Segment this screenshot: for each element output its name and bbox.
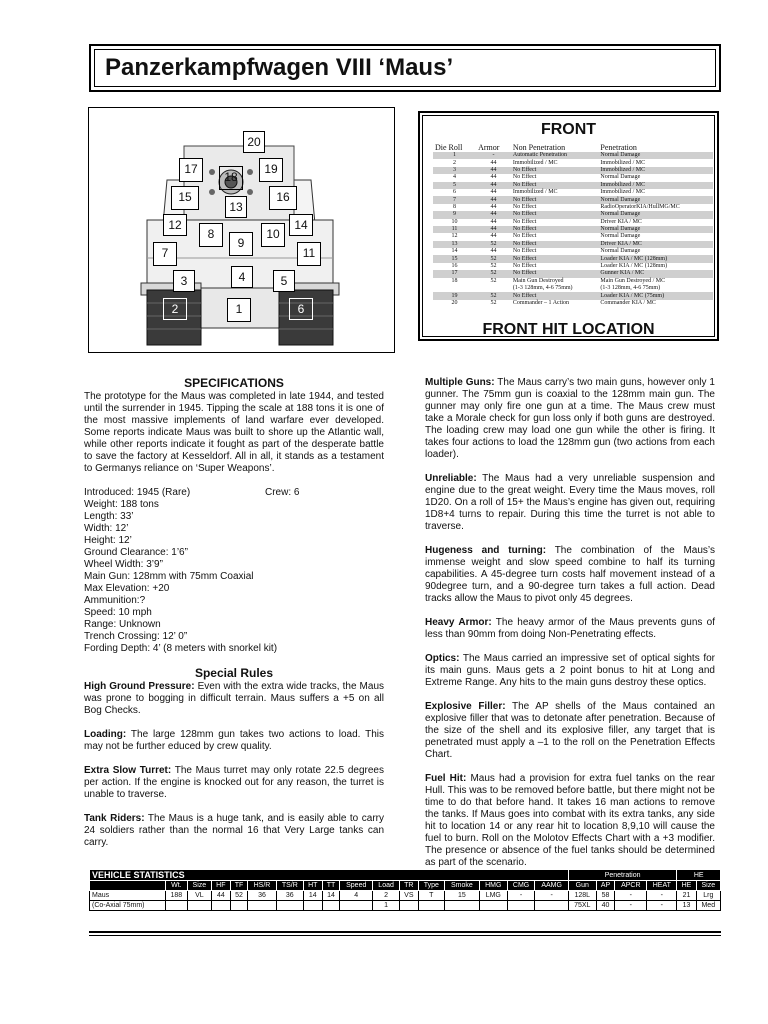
penetration-cell: Loader KIA / MC (128mm) xyxy=(600,263,668,270)
stats-cell: - xyxy=(507,891,535,901)
header-armor: Armor xyxy=(478,142,500,152)
penetration-cell: Driver KIA / MC xyxy=(598,241,713,248)
stats-cell: LMG xyxy=(479,891,507,901)
hit-row xyxy=(433,248,713,255)
hit-row xyxy=(433,233,713,240)
title-inner xyxy=(94,49,716,87)
hit-row xyxy=(433,189,713,196)
hit-row xyxy=(433,255,713,262)
hit-row xyxy=(433,300,713,307)
non-penetration-cell: No Effect xyxy=(512,263,537,270)
die-roll-cell: 12 xyxy=(451,233,458,240)
spec-line: Length: 33’ xyxy=(84,511,134,522)
rule-paragraph xyxy=(425,773,715,869)
rule-paragraph xyxy=(84,813,384,849)
stats-cell: 58 xyxy=(596,891,615,901)
rule-text: The AP shells of the Maus contained an explosive filler that was to detonate after penetration. Because of the size of the shell and its explosive filler, any target that is penetrated must apply a –1 to the roll on the Penetration Effects Chart. xyxy=(425,701,715,760)
stats-column-header: HT xyxy=(303,881,322,891)
zone-18: 18 xyxy=(219,166,243,190)
zone-11: 11 xyxy=(297,242,321,266)
armor-cell: 52 xyxy=(476,255,511,262)
die-roll-cell: 7 xyxy=(433,196,476,203)
die-roll-cell: 14 xyxy=(451,248,458,255)
non-penetration-cell: No Effect xyxy=(511,255,599,262)
spec-line: Ground Clearance: 1’6” xyxy=(84,547,188,558)
rule-paragraph xyxy=(425,701,715,761)
stats-column-header: Load xyxy=(373,881,400,891)
hit-row xyxy=(433,159,713,166)
stats-cell xyxy=(340,901,373,911)
specifications-heading: SPECIFICATIONS xyxy=(184,376,284,390)
stats-cell xyxy=(276,901,303,911)
penetration-cell: Main Gun Destroyed / MC xyxy=(600,277,666,284)
stats-cell xyxy=(479,901,507,911)
stats-column-header: HS/R xyxy=(248,881,276,891)
right-column xyxy=(425,377,715,881)
zone-1: 1 xyxy=(227,298,251,322)
armor-cell: 44 xyxy=(476,211,511,218)
armor-cell: 52 xyxy=(476,270,511,277)
hit-row xyxy=(433,219,713,226)
penetration-cell: Immobilized / MC xyxy=(600,189,646,196)
die-roll-cell: 5 xyxy=(433,182,476,189)
die-roll-cell: 18 xyxy=(451,277,458,284)
front-hit-location-label: FRONT HIT LOCATION xyxy=(482,321,655,338)
penetration-cell: Normal Damage xyxy=(600,174,641,181)
armor-cell: 52 xyxy=(476,292,511,299)
header-non-penetration: Non Penetration xyxy=(512,142,566,152)
stats-column-header: Wt. xyxy=(166,881,188,891)
stats-column-header: HE xyxy=(677,881,696,891)
die-roll-cell: 8 xyxy=(453,203,457,210)
stats-cell: 75XL xyxy=(568,901,596,911)
stats-cell: - xyxy=(615,901,647,911)
non-penetration-cell: No Effect xyxy=(512,218,537,225)
spec-introduced: Introduced: 1945 (Rare) xyxy=(84,487,191,498)
stats-cell xyxy=(535,901,568,911)
spec-line: Trench Crossing: 12’ 0” xyxy=(84,631,188,642)
armor-cell xyxy=(476,285,511,292)
non-penetration-cell: No Effect xyxy=(511,241,599,248)
stats-cell xyxy=(212,901,231,911)
stats-cell xyxy=(166,901,188,911)
front-hit-rows xyxy=(433,152,713,307)
rule-label: Explosive Filler: xyxy=(425,701,506,712)
stats-cell: Lrg xyxy=(696,891,720,901)
zone-12: 12 xyxy=(163,214,187,236)
non-penetration-cell: (1-3 128mm, 4-6 75mm) xyxy=(512,285,573,292)
bottom-rule-thin xyxy=(89,935,721,936)
stats-column-header: TF xyxy=(230,881,248,891)
spec-line: Width: 12’ xyxy=(84,523,129,534)
die-roll-cell: 13 xyxy=(433,241,476,248)
stats-vehicle-name: (Co-Axial 75mm) xyxy=(90,901,166,911)
non-penetration-cell: No Effect xyxy=(511,182,599,189)
die-roll-cell: 15 xyxy=(433,255,476,262)
penetration-cell: Immobilized / MC xyxy=(600,159,646,166)
spec-line: Max Elevation: +20 xyxy=(84,583,170,594)
stats-column-header: HEAT xyxy=(647,881,677,891)
stats-column-header: HMG xyxy=(479,881,507,891)
specifications-intro: The prototype for the Maus was completed in late 1944, and tested until the surrender in 1945. Tipping the scale at 188 tons it is one of the most massive implements of land warfare ever developed. Some reports indicate Maus was built to shore up the Atlantic wall, while other reports indicate it fought as part of the desperate battle to save the factory at Kesseldorf. All in all, it stands as a testament to Germanys reliance on ‘Super Weapons’. xyxy=(84,391,384,474)
non-penetration-cell: No Effect xyxy=(512,248,537,255)
spec-crew: Crew: 6 xyxy=(265,487,300,498)
front-hit-table-header xyxy=(433,142,713,152)
die-roll-cell: 1 xyxy=(433,152,476,159)
non-penetration-cell: Commander – 1 Action xyxy=(512,300,570,306)
non-penetration-cell: Main Gun Destroyed xyxy=(512,277,564,284)
stats-column-header: Gun xyxy=(568,881,596,891)
zone-19: 19 xyxy=(259,158,283,182)
stats-cell: 36 xyxy=(276,891,303,901)
rule-text: Even with the extra wide tracks, the Maus was prone to bogging in difficult terrain. Maus suffers a +5 on all Bog Checks. xyxy=(84,681,385,716)
penetration-label: Penetration xyxy=(568,870,677,881)
stats-cell xyxy=(418,901,444,911)
special-rules-heading: Special Rules xyxy=(194,666,274,680)
spec-line: Weight: 188 tons xyxy=(84,499,159,510)
spec-lines xyxy=(84,499,384,655)
rule-paragraph xyxy=(425,545,715,605)
die-roll-cell: 19 xyxy=(433,292,476,299)
penetration-cell: Immobilized / MC xyxy=(598,182,713,189)
armor-cell: 44 xyxy=(490,174,497,181)
stats-column-header: Size xyxy=(696,881,720,891)
turret-rivet xyxy=(247,189,253,195)
armor-cell: 44 xyxy=(476,226,511,233)
zone-15: 15 xyxy=(171,186,199,210)
penetration-cell: Normal Damage xyxy=(598,211,713,218)
armor-cell: 52 xyxy=(490,277,497,284)
rule-label: Optics: xyxy=(425,653,460,664)
rule-text: The combination of the Maus’s immense weight and slow speed combine to half its turning capabilities. A 45-degree turn costs half movement instead of a 90degree turn, and a 90-degree turn takes a full action. Dead tracks allow the Maus to pivot only 45 degrees. xyxy=(425,545,715,604)
stats-cell xyxy=(303,901,322,911)
zone-14: 14 xyxy=(289,214,313,236)
hit-row xyxy=(433,182,713,189)
title-box xyxy=(89,44,721,92)
zone-9: 9 xyxy=(229,232,253,256)
front-title: FRONT xyxy=(540,121,597,138)
armor-cell: 44 xyxy=(490,189,497,196)
rule-label: Hugeness and turning: xyxy=(425,545,547,556)
front-hit-table xyxy=(433,142,713,307)
die-roll-cell: 17 xyxy=(433,270,476,277)
rule-label: Extra Slow Turret: xyxy=(84,765,172,776)
stats-cell xyxy=(399,901,418,911)
die-roll-cell: 20 xyxy=(451,300,458,306)
spec-line: Speed: 10 mph xyxy=(84,607,152,618)
hit-row xyxy=(433,270,713,277)
hit-row xyxy=(433,211,713,218)
rule-paragraph xyxy=(425,653,715,689)
penetration-cell: Driver KIA / MC xyxy=(600,218,642,225)
stats-cell: 128L xyxy=(568,891,596,901)
stats-column-header: CMG xyxy=(507,881,535,891)
zone-2: 2 xyxy=(163,298,187,320)
armor-cell: 44 xyxy=(476,196,511,203)
armor-cell: 44 xyxy=(490,248,497,255)
non-penetration-cell: No Effect xyxy=(511,211,599,218)
stats-column-header: APCR xyxy=(615,881,647,891)
penetration-cell: Loader KIA / MC (128mm) xyxy=(598,255,713,262)
turret-rivet xyxy=(247,169,253,175)
rule-text: Maus had a provision for extra fuel tanks on the rear Hull. This was to be removed before battle, but there might not be time to do that before hand. It takes 16 man actions to remove the tanks. If Maus goes into combat with its extra tanks, any side hit to location 14 or any rear hit to location 8,9,10 will cause the fuel to burn. Roll on the Molotov Effects Chart with a +3 modifier. The presence or absence of the fuel tanks should be determined as part of the scenario. xyxy=(425,773,715,868)
armor-cell: 44 xyxy=(476,182,511,189)
zone-10: 10 xyxy=(261,223,285,247)
stats-cell xyxy=(507,901,535,911)
stats-column-header: Size xyxy=(187,881,211,891)
left-column xyxy=(84,377,384,861)
die-roll-cell: 16 xyxy=(451,263,458,270)
stats-cell: - xyxy=(615,891,647,901)
zone-13: 13 xyxy=(225,196,247,218)
armor-cell: 52 xyxy=(490,300,497,306)
page-title: Panzerkampfwagen VIII ‘Maus’ xyxy=(105,54,454,81)
spec-introduced-row xyxy=(84,487,384,499)
stats-cell xyxy=(322,901,340,911)
stats-column-header: Speed xyxy=(340,881,373,891)
hit-row xyxy=(433,204,713,211)
stats-cell: T xyxy=(418,891,444,901)
stats-column-header: Smoke xyxy=(444,881,479,891)
penetration-cell: RadioOperatorKIA/HullMG/MC xyxy=(600,203,680,210)
hit-row xyxy=(433,196,713,203)
zone-17: 17 xyxy=(179,158,203,182)
hit-row xyxy=(433,278,713,285)
rule-text: The Maus carried an impressive set of optical sights for its main guns. Maus gets a 2 point bonus to hit at Long and Extreme Range. Any hits to the main guns destroy these optics. xyxy=(425,653,715,688)
zone-7: 7 xyxy=(153,242,177,266)
die-roll-cell: 2 xyxy=(453,159,457,166)
header-penetration: Penetration xyxy=(600,142,637,152)
stats-column-header: TT xyxy=(322,881,340,891)
non-penetration-cell: Immobilized / MC xyxy=(512,189,558,196)
penetration-cell: Normal Damage xyxy=(598,196,713,203)
non-penetration-cell: No Effect xyxy=(512,203,537,210)
stats-cell: 4 xyxy=(340,891,373,901)
rule-text: The Maus carry’s two main guns, however only 1 gunner. The 75mm gun is coaxial to the 128mm main gun. The gunner may only fire one gun at a time. The Maus crew must take a Morale check for gun loss only if both guns are destroyed. The loading crew may load one gun while the other is firing. It takes four actions to load the 128mm gun (two actions from each loader). xyxy=(425,377,715,460)
die-roll-cell: 3 xyxy=(433,167,476,174)
penetration-cell: Normal Damage xyxy=(600,233,641,240)
stats-cell: 2 xyxy=(373,891,400,901)
stats-cell: 44 xyxy=(212,891,231,901)
spec-line: Height: 12’ xyxy=(84,535,132,546)
spec-line: Main Gun: 128mm with 75mm Coaxial xyxy=(84,571,254,582)
rule-text: The large 128mm gun takes two actions to load. This may not be further educed by crew quality. xyxy=(84,729,384,752)
special-rules-list xyxy=(84,681,384,849)
stats-column-header: TS/R xyxy=(276,881,303,891)
stats-cell: 14 xyxy=(303,891,322,901)
stats-column-header-row xyxy=(90,881,721,891)
non-penetration-cell: No Effect xyxy=(511,292,599,299)
penetration-cell: (1-3 128mm, 4-6 75mm) xyxy=(600,285,661,292)
rule-text: The heavy armor of the Maus prevents guns of less than 90mm from doing Non-Penetrating effects. xyxy=(425,617,715,640)
stats-row xyxy=(90,901,721,911)
rule-label: Loading: xyxy=(84,729,127,740)
die-roll-cell: 10 xyxy=(451,218,458,225)
stats-row xyxy=(90,891,721,901)
stats-cell: 13 xyxy=(677,901,696,911)
armor-cell: 52 xyxy=(490,263,497,270)
non-penetration-cell: No Effect xyxy=(511,270,599,277)
non-penetration-cell: No Effect xyxy=(511,226,599,233)
vehicle-statistics-body xyxy=(90,870,721,911)
penetration-cell: Commander KIA / MC xyxy=(600,300,656,306)
bottom-rule-thick xyxy=(89,931,721,933)
armor-cell: 44 xyxy=(490,218,497,225)
stats-cell xyxy=(230,901,248,911)
stats-cell: 40 xyxy=(596,901,615,911)
armor-cell: - xyxy=(476,152,511,159)
rule-paragraph xyxy=(425,617,715,641)
hit-row xyxy=(433,152,713,159)
rule-label: High Ground Pressure: xyxy=(84,681,195,692)
non-penetration-cell: No Effect xyxy=(511,196,599,203)
armor-cell: 44 xyxy=(490,159,497,166)
stats-cell: Med xyxy=(696,901,720,911)
stats-cell: 15 xyxy=(444,891,479,901)
penetration-cell: Immobilized / MC xyxy=(598,167,713,174)
header-die-roll: Die Roll xyxy=(435,142,463,152)
zone-4: 4 xyxy=(231,266,253,288)
penetration-cell: Normal Damage xyxy=(600,248,641,255)
front-hit-table-inner xyxy=(422,115,715,337)
stats-cell xyxy=(444,901,479,911)
stats-cell xyxy=(248,901,276,911)
rule-label: Fuel Hit: xyxy=(425,773,467,784)
spec-line: Wheel Width: 3’9” xyxy=(84,559,163,570)
stats-cell: 21 xyxy=(677,891,696,901)
rule-label: Unreliable: xyxy=(425,473,477,484)
he-label: HE xyxy=(677,870,721,881)
spec-line: Ammunition:? xyxy=(84,595,146,606)
rule-label: Heavy Armor: xyxy=(425,617,492,628)
non-penetration-cell: Immobilized / MC xyxy=(512,159,558,166)
rule-paragraph xyxy=(425,377,715,461)
zone-3: 3 xyxy=(173,270,195,292)
armor-cell: 52 xyxy=(476,241,511,248)
stats-cell: - xyxy=(647,901,677,911)
stats-name-col xyxy=(90,881,166,891)
armor-cell: 44 xyxy=(490,203,497,210)
stats-cell: - xyxy=(647,891,677,901)
die-roll-cell: 9 xyxy=(433,211,476,218)
armor-cell: 44 xyxy=(490,233,497,240)
front-hit-table-box xyxy=(418,111,719,341)
turret-rivet xyxy=(209,189,215,195)
non-penetration-cell: No Effect xyxy=(511,167,599,174)
stats-column-header: AAMG xyxy=(535,881,568,891)
penetration-cell: Normal Damage xyxy=(598,226,713,233)
stats-cell: 52 xyxy=(230,891,248,901)
zone-5: 5 xyxy=(273,270,295,292)
penetration-cell: Loader KIA / MC (75mm) xyxy=(598,292,713,299)
rule-paragraph xyxy=(84,729,384,753)
stats-cell: 36 xyxy=(248,891,276,901)
hit-row xyxy=(433,263,713,270)
rule-text: The Maus turret may only rotate 22.5 degrees per action. If the engine is knocked out for any reason, the turret is unable to traverse. xyxy=(84,765,384,800)
die-roll-cell: 4 xyxy=(453,174,457,181)
stats-cell: - xyxy=(535,891,568,901)
stats-vehicle-name: Maus xyxy=(90,891,166,901)
hit-row xyxy=(433,226,713,233)
penetration-cell: Normal Damage xyxy=(598,152,713,159)
spec-line: Range: Unknown xyxy=(84,619,161,630)
stats-cell: VL xyxy=(187,891,211,901)
vehicle-statistics-heading: VEHICLE STATISTICS xyxy=(90,870,569,881)
stats-column-header: TR xyxy=(399,881,418,891)
zone-16: 16 xyxy=(269,186,297,210)
die-roll-cell xyxy=(433,285,476,292)
rule-label: Tank Riders: xyxy=(84,813,145,824)
stats-column-header: Type xyxy=(418,881,444,891)
right-rules-list xyxy=(425,377,715,869)
hit-row xyxy=(433,241,713,248)
non-penetration-cell: No Effect xyxy=(512,174,537,181)
armor-cell: 44 xyxy=(476,167,511,174)
zone-8: 8 xyxy=(199,223,223,247)
rule-paragraph xyxy=(84,765,384,801)
penetration-cell: Gunner KIA / MC xyxy=(598,270,713,277)
non-penetration-cell: No Effect xyxy=(512,233,537,240)
rule-text: The Maus had a very unreliable suspension and engine due to the great weight. Every time the Maus moves, roll 1D20. On a roll of 15+ the Maus’s engine has given out, requiring 1D8+4 turns to repair. During this time the turret is not able to traverse. xyxy=(425,473,715,532)
stats-cell: 1 xyxy=(373,901,400,911)
rule-label: Multiple Guns: xyxy=(425,377,495,388)
stats-cell: VS xyxy=(399,891,418,901)
hit-row xyxy=(433,167,713,174)
rule-text: The Maus is a huge tank, and is easily able to carry 24 soldiers rather than the normal 16 that Very Large tanks can carry. xyxy=(84,813,384,848)
rule-paragraph xyxy=(425,473,715,533)
turret-rivet xyxy=(209,169,215,175)
hit-row xyxy=(433,292,713,299)
non-penetration-cell: Automatic Penetration xyxy=(511,152,599,159)
stats-cell: 188 xyxy=(166,891,188,901)
hit-row xyxy=(433,285,713,292)
zone-20: 20 xyxy=(243,131,265,153)
spec-line: Fording Depth: 4’ (8 meters with snorkel kit) xyxy=(84,643,278,654)
die-roll-cell: 11 xyxy=(433,226,476,233)
stats-title-row xyxy=(90,870,721,881)
die-roll-cell: 6 xyxy=(453,189,457,196)
stats-column-header: HF xyxy=(212,881,231,891)
zone-6: 6 xyxy=(289,298,313,320)
hit-row xyxy=(433,174,713,181)
vehicle-statistics-table xyxy=(89,869,721,911)
stats-cell xyxy=(187,901,211,911)
stats-column-header: AP xyxy=(596,881,615,891)
stats-cell: 14 xyxy=(322,891,340,901)
hit-location-diagram xyxy=(88,107,395,353)
rule-paragraph xyxy=(84,681,384,717)
